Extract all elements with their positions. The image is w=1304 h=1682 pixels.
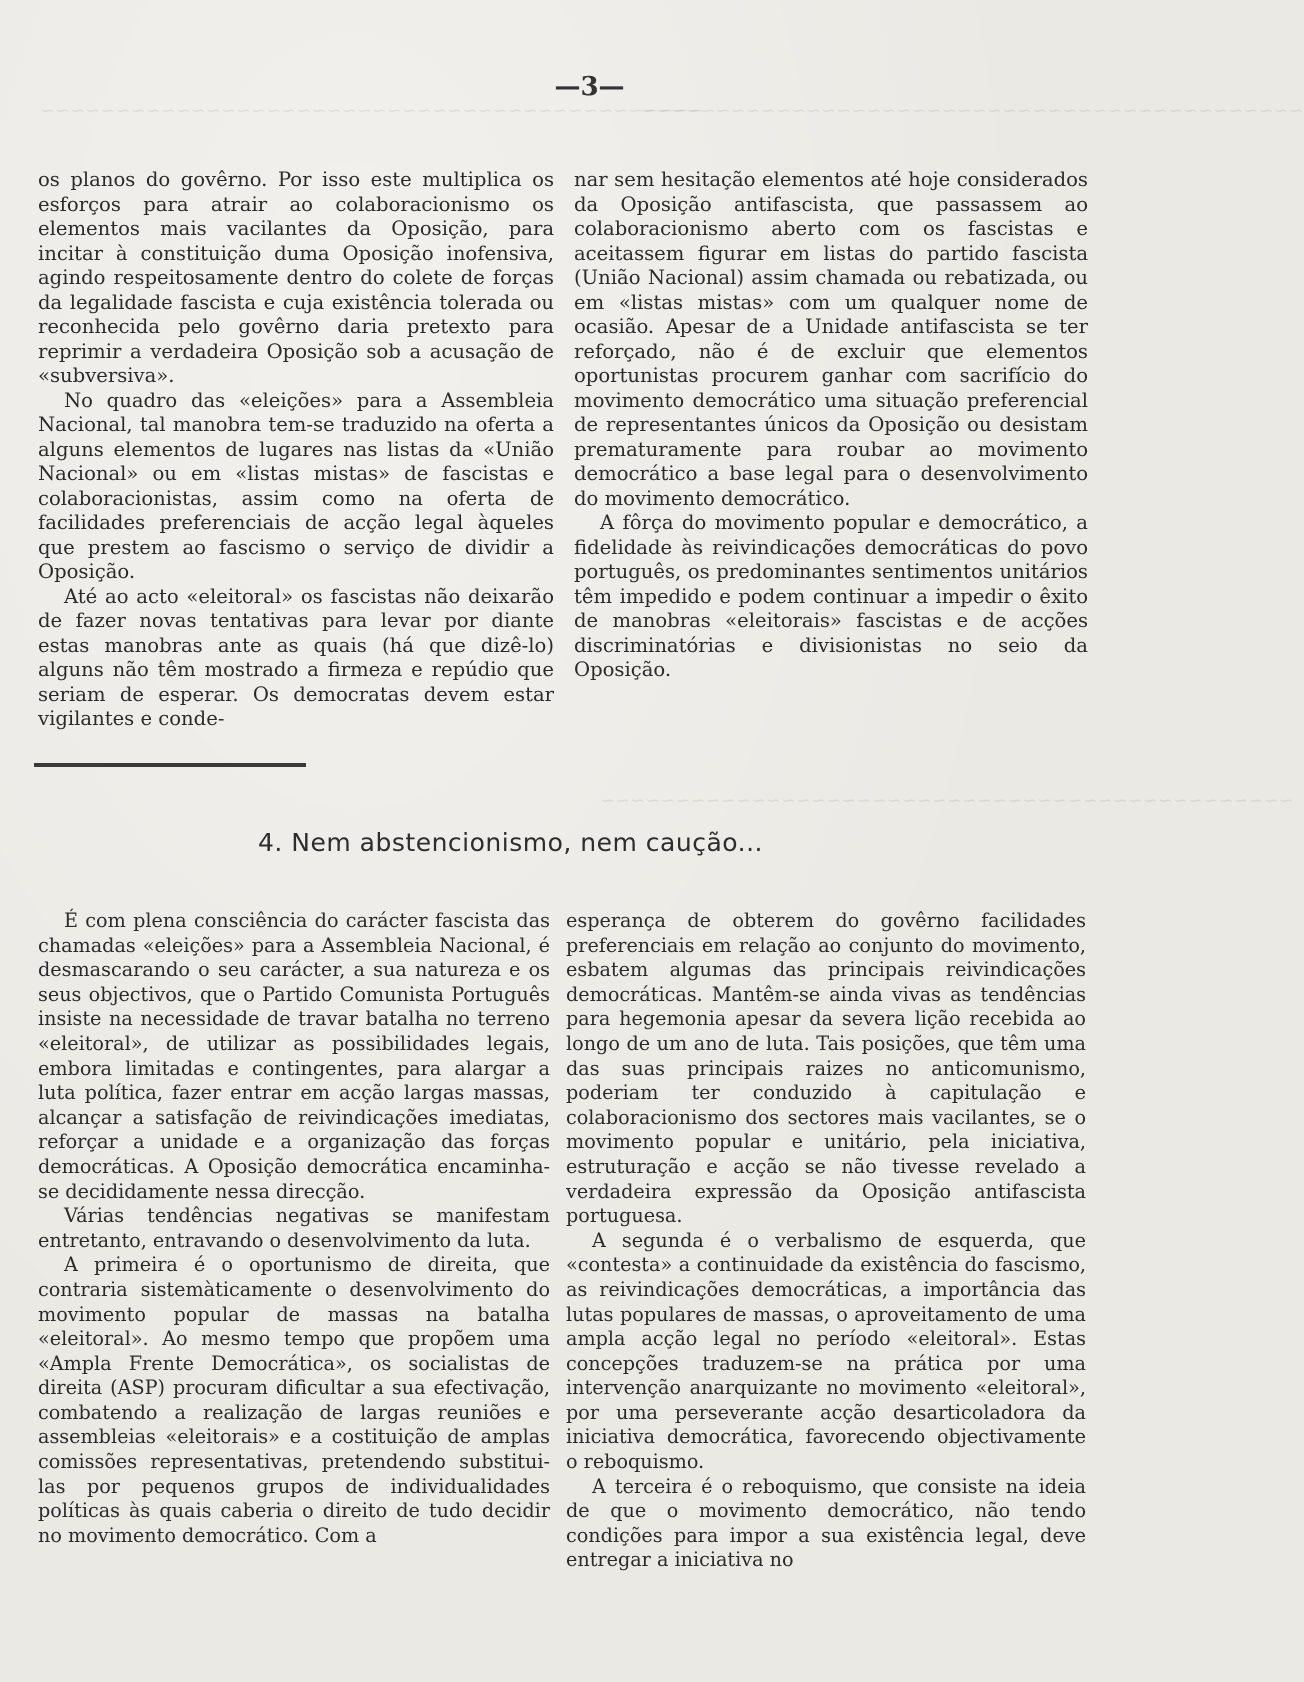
paragraph: esperança de obterem do govêrno facilidades preferenciais em relação ao conjunto do movimento, esbatem algumas das principais reivindicações democráticas. Mantêm-se ainda vivas as tendências para hegemonia apesar da severa lição recebida ao longo de um ano de luta. Tais posições, que têm uma das suas principais raizes no anticomunismo, poderiam ter conduzido à capitulação e colaboracionismo dos sectores mais vacilantes, se o movimento popular e unitário, pela iniciativa, estruturação e acção se não tivesse revelado a verdadeira expressão da Oposição antifascista portuguesa.: [566, 909, 1086, 1228]
section-divider: [34, 763, 306, 767]
paragraph: nar sem hesitação elementos até hoje considerados da Oposição antifascista, que passassem ao colaboracionismo aberto com os fascistas e aceitassem figurar em listas do partido fascista (União Nacional) assim chamada ou rebatizada, ou em «listas mistas» com um qualquer nome de ocasião. Apesar de a Unidade antifascista se ter reforçado, não é de excluir que elementos oportunistas procurem ganhar com sacrifício do movimento democrático uma situação preferencial de representantes únicos da Oposição ou desistam prematuramente para roubar ao movimento democrático a base legal para o desenvolvimento do movimento democrático.: [574, 168, 1088, 510]
paragraph: Várias tendências negativas se manifestam entretanto, entravando o desenvolvimento da luta.: [38, 1204, 550, 1252]
bottom-right-column: [566, 909, 1086, 1573]
paragraph: A terceira é o reboquismo, que consiste na ideia de que o movimento democrático, não tendo condições para impor a sua existência legal, deve entregar a iniciativa no: [566, 1474, 1086, 1572]
section-heading: 4. Nem abstencionismo, nem caução...: [258, 828, 763, 857]
bleed-through-text: ~~~~~~~~~~~~~~~~~~~~~~~~~~~~~~~~~~~~~~~~~~~~: [640, 100, 1304, 121]
paragraph: A primeira é o oportunismo de direita, que contraria sistemàticamente o desenvolvimento do movimento popular de massas na batalha «eleitoral». Ao mesmo tempo que propõem uma «Ampla Frente Democrática», os socialistas de direita (ASP) procuram dificultar a sua efectivação, combatendo a realização de largas reuniões e assembleias «eleitorais» e a costituição de amplas comissões representativas, pretendendo substitui-las por pequenos grupos de individualidades políticas às quais caberia o direito de tudo decidir no movimento democrático. Com a: [38, 1253, 550, 1547]
top-left-column: [38, 168, 554, 732]
bottom-left-column: [38, 909, 550, 1548]
paragraph: É com plena consciência do carácter fascista das chamadas «eleições» para a Assembleia Nacional, é desmascarando o seu carácter, a sua natureza e os seus objectivos, que o Partido Comunista Português insiste na necessidade de travar batalha no terreno «eleitoral», de utilizar as possibilidades legais, embora limitadas e contingentes, para alargar a luta política, fazer entrar em acção largas massas, alcançar a satisfação de reivindicações imediatas, reforçar a unidade e a organização das forças democráticas. A Oposição democrática encaminha-se decididamente nessa direcção.: [38, 909, 550, 1203]
bleed-through-text: ~~~~~~~~~~~~~~~~~~~~~~~~~~~~~~~~~~~~~~~~~~~~~~: [600, 790, 1294, 811]
top-right-column: [574, 168, 1088, 683]
bleed-through-text: ~~~~~~~~~~~~~~~~~~~~~~~~~~~~~~~~~~~~~~~~~~~~: [40, 100, 704, 121]
paragraph: No quadro das «eleições» para a Assembleia Nacional, tal manobra tem-se traduzido na oferta a alguns elementos de lugares nas listas da «União Nacional» ou em «listas mistas» de fascistas e colaboracionistas, assim como na oferta de facilidades preferenciais de acção legal àqueles que prestem ao fascismo o serviço de dividir a Oposição.: [38, 388, 554, 583]
paragraph: os planos do govêrno. Por isso este multiplica os esforços para atrair ao colaboracionismo os elementos mais vacilantes da Oposição, para incitar à constituição duma Oposição inofensiva, agindo respeitosamente dentro do colete de forças da legalidade fascista e cuja existência tolerada ou reconhecida pelo govêrno daria pretexto para reprimir a verdadeira Oposição sob a acusação de «subversiva».: [38, 168, 554, 387]
paragraph: A segunda é o verbalismo de esquerda, que «contesta» a continuidade da existência do fascismo, as reivindicações democráticas, a importância das lutas populares de massas, o aproveitamento de uma ampla acção legal no período «eleitoral». Estas concepções traduzem-se na prática por uma intervenção anarquizante no movimento «eleitoral», por uma perseverante acção desarticoladora da iniciativa democrática, favorecendo objectivamente o reboquismo.: [566, 1228, 1086, 1474]
paragraph: Até ao acto «eleitoral» os fascistas não deixarão de fazer novas tentativas para levar por diante estas manobras ante as quais (há que dizê-lo) alguns não têm mostrado a firmeza e repúdio que seriam de esperar. Os democratas devem estar vigilantes e conde-: [38, 584, 554, 730]
page-number: —3—: [554, 72, 625, 102]
paragraph: A fôrça do movimento popular e democrático, a fidelidade às reivindicações democráticas do povo português, os predominantes sentimentos unitários têm impedido e podem continuar a impedir o êxito de manobras «eleitorais» fascistas e de acções discriminatórias e divisionistas no seio da Oposição.: [574, 511, 1088, 681]
